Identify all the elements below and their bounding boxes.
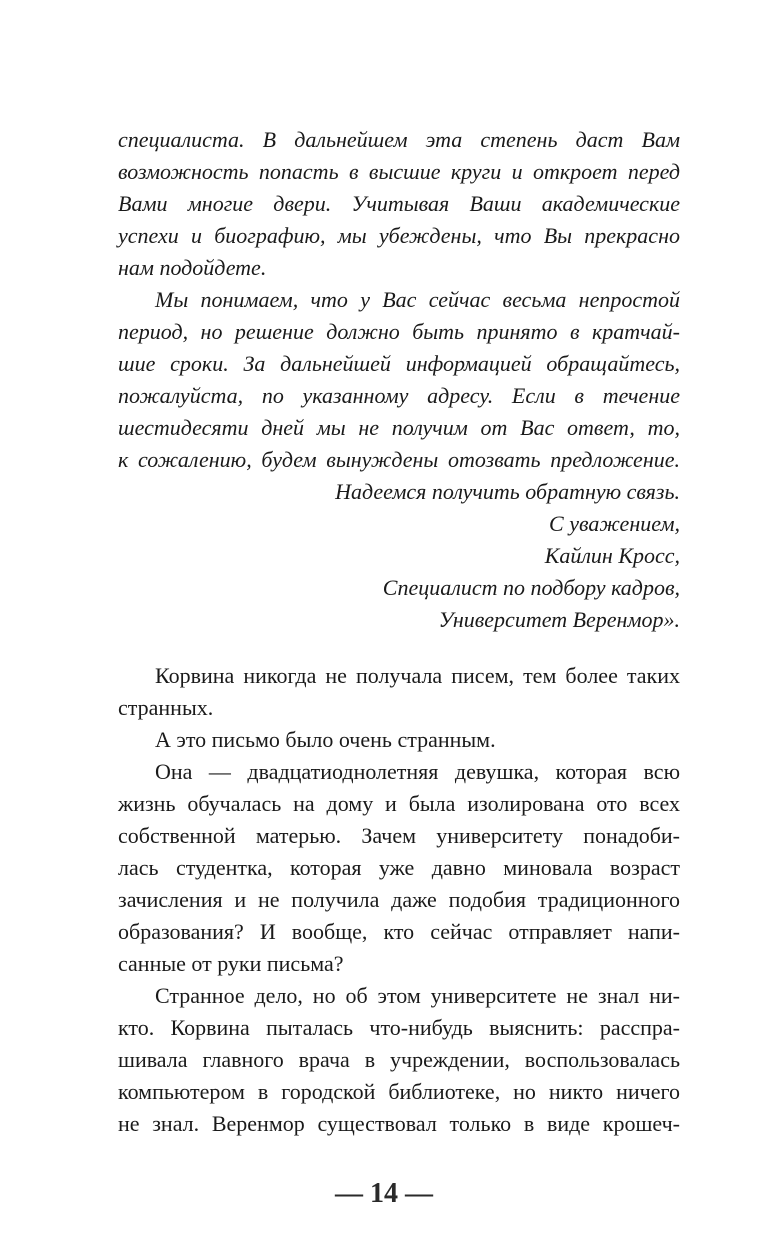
body-line: собственной матерью. Зачем университету понадоби- <box>118 823 680 848</box>
signature-line: С уважением, <box>549 511 680 536</box>
letter-line: шие сроки. За дальнейшей информацией обращайтесь, <box>118 351 680 376</box>
page-number: — 14 — <box>335 1178 433 1209</box>
body-line: кто. Корвина пыталась что-нибудь выяснить: расспра- <box>118 1015 680 1040</box>
signature-line: Кайлин Кросс, <box>544 543 680 568</box>
body-line: странных. <box>118 695 214 720</box>
signature-line: Специалист по подбору кадров, <box>382 575 680 600</box>
body-line: образования? И вообще, кто сейчас отправляет напи- <box>118 919 680 944</box>
signature-line: Надеемся получить обратную связь. <box>335 479 680 504</box>
body-line: зачисления и не получила даже подобия традиционного <box>118 887 680 912</box>
letter-line: возможность попасть в высшие круги и откроет перед <box>118 159 680 184</box>
body-line: Странное дело, но об этом университете не знал ни- <box>155 983 680 1008</box>
body-line: лась студентка, которая уже давно миновала возраст <box>118 855 680 880</box>
body-line: санные от руки письма? <box>118 951 344 976</box>
letter-line: пожалуйста, по указанному адресу. Если в течение <box>118 383 680 408</box>
letter-line: шестидесяти дней мы не получим от Вас ответ, то, <box>118 415 680 440</box>
body-line: А это письмо было очень странным. <box>155 727 496 752</box>
body-line: жизнь обучалась на дому и была изолирована ото всех <box>118 791 680 816</box>
body-line: шивала главного врача в учреждении, воспользовалась <box>118 1047 680 1072</box>
body-line: Корвина никогда не получала писем, тем более таких <box>155 663 680 688</box>
letter-line: нам подойдете. <box>118 255 267 280</box>
body-line: Она — двадцатиоднолетняя девушка, которая всю <box>155 759 680 784</box>
body-line: не знал. Веренмор существовал только в виде крошеч- <box>118 1111 680 1136</box>
letter-line: Вами многие двери. Учитывая Ваши академические <box>118 191 680 216</box>
letter-line: период, но решение должно быть принято в кратчай- <box>118 319 680 344</box>
body-line: компьютером в городской библиотеке, но никто ничего <box>118 1079 680 1104</box>
letter-line: успехи и биографию, мы убеждены, что Вы прекрасно <box>118 223 680 248</box>
letter-line: Мы понимаем, что у Вас сейчас весьма непростой <box>155 287 680 312</box>
letter-line: к сожалению, будем вынуждены отозвать предложение. <box>118 447 680 472</box>
signature-line: Университет Веренмор». <box>438 607 680 632</box>
letter-line: специалиста. В дальнейшем эта степень даст Вам <box>118 127 680 152</box>
